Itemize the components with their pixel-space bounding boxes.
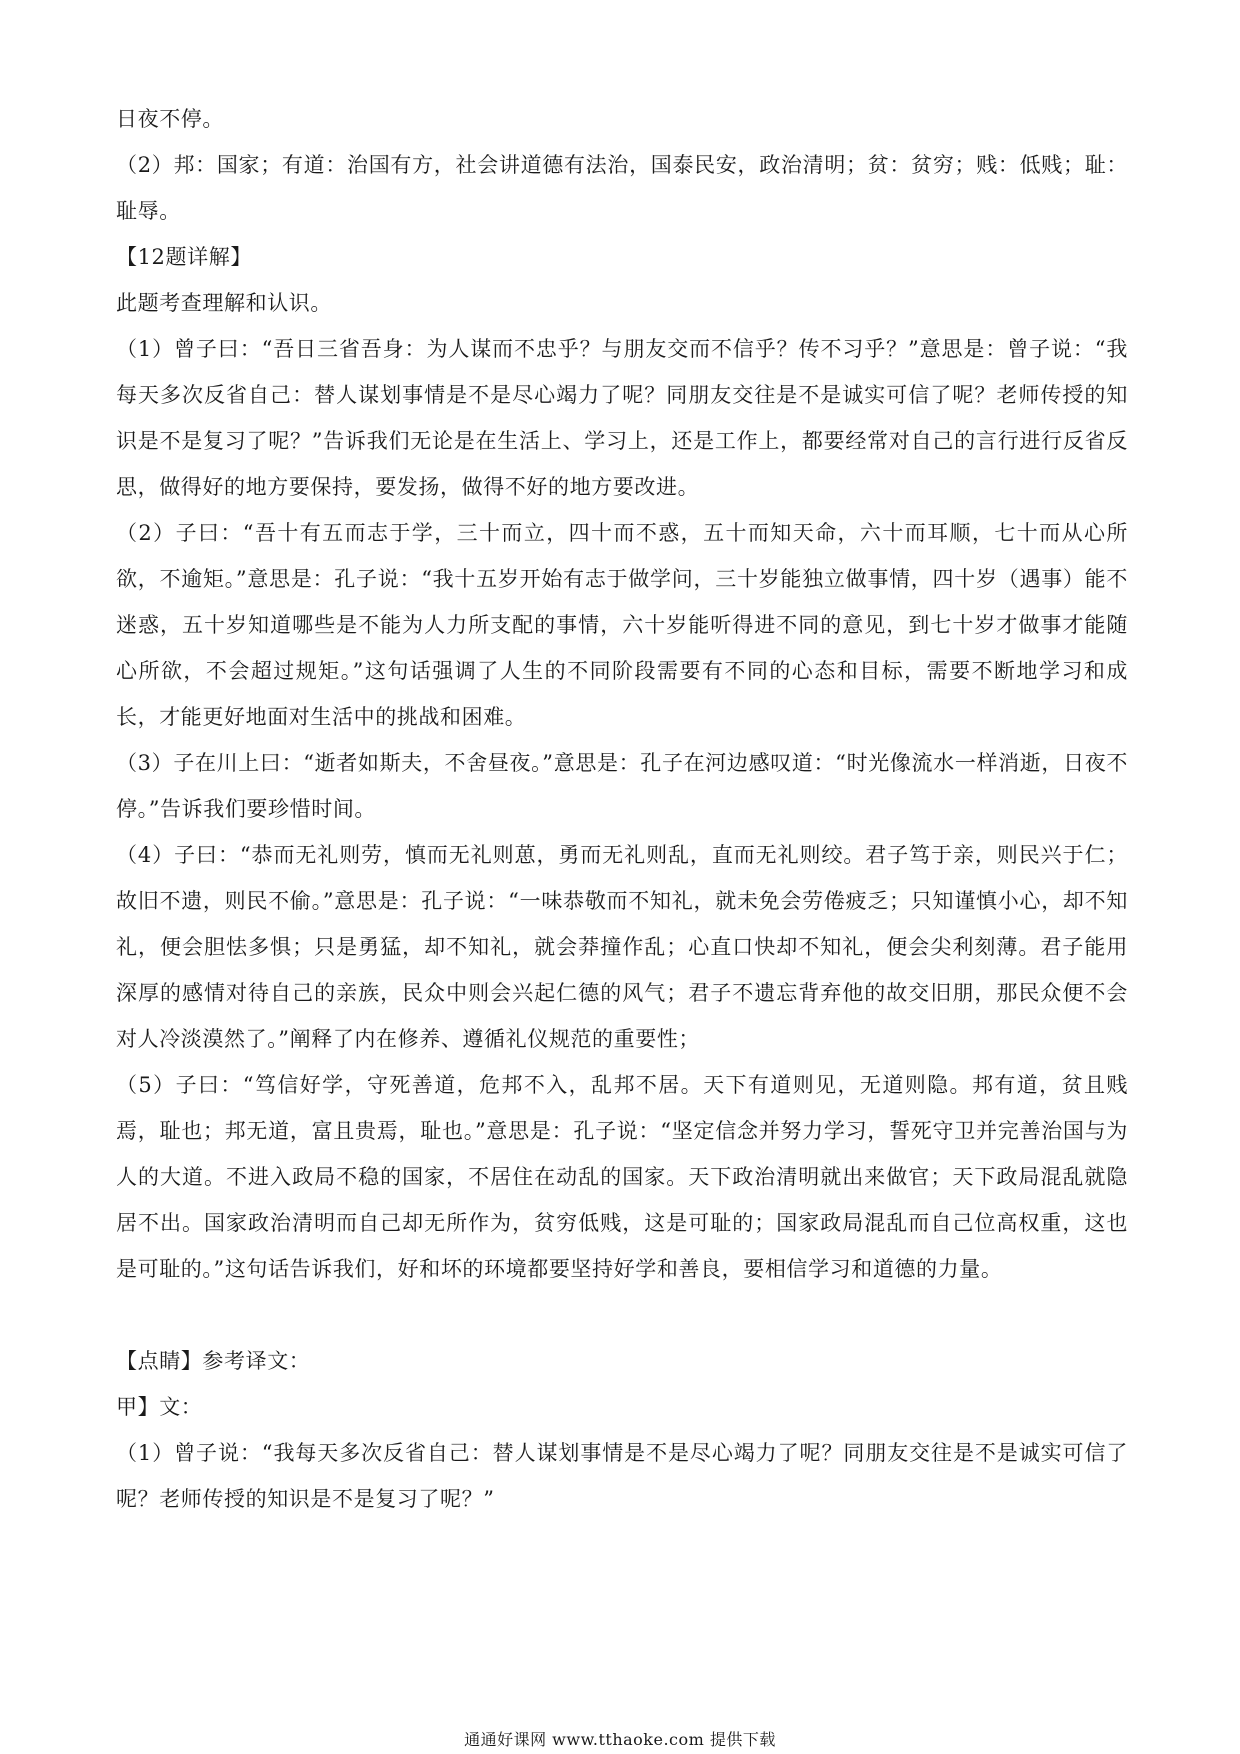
text-paragraph-item-2: （2）子曰：“吾十有五而志于学，三十而立，四十而不惑，五十而知天命，六十而耳顺，七十而从心所欲，不逾矩。”意思是：孔子说：“我十五岁开始有志于做学问，三十岁能独立做事情，四十岁（遇事）能不迷惑，五十岁知道哪些是不能为人力所支配的事情，六十岁能听得进不同的意见，到七十岁才做事才能随心所欲，不会超过规矩。”这句话强调了人生的不同阶段需要有不同的心态和目标，需要不断地学习和成长，才能更好地面对生活中的挑战和困难。 (116, 521, 1128, 729)
text-paragraph-item-1: （1）曾子曰：“吾日三省吾身：为人谋而不忠乎？与朋友交而不信乎？传不习乎？”意思是：曾子说：“我每天多次反省自己：替人谋划事情是不是尽心竭力了呢？同朋友交往是不是诚实可信了呢？老师传授的知识是不是复习了呢？”告诉我们无论是在生活上、学习上，还是工作上，都要经常对自己的言行进行反省反思，做得好的地方要保持，要发扬，做得不好的地方要改进。 (116, 337, 1128, 499)
blank-line (116, 1292, 1128, 1338)
section-heading-translation: 【点睛】参考译文： (116, 1349, 311, 1373)
section-heading-q12: 【12题详解】 (116, 245, 252, 269)
text-paragraph-item-4: （4）子曰：“恭而无礼则劳，慎而无礼则葸，勇而无礼则乱，直而无礼则绞。君子笃于亲，则民兴于仁；故旧不遗，则民不偷。”意思是：孔子说：“一味恭敬而不知礼，就未免会劳倦疲乏；只知谨慎小心，却不知礼，便会胆怯多惧；只是勇猛，却不知礼，就会莽撞作乱；心直口快却不知礼，便会尖利刻薄。君子能用深厚的感情对待自己的亲族，民众中则会兴起仁德的风气；君子不遗忘背弃他的故交旧朋，那民众便不会对人冷淡漠然了。”阐释了内在修养、遵循礼仪规范的重要性； (116, 843, 1128, 1051)
subsection-label-jia: 甲】文： (116, 1395, 203, 1419)
page-footer: 通通好课网 www.tthaoke.com 提供下载 (464, 1730, 776, 1749)
text-paragraph-item-5: （5）子曰：“笃信好学，守死善道，危邦不入，乱邦不居。天下有道则见，无道则隐。邦有道，贫且贱焉，耻也；邦无道，富且贵焉，耻也。”意思是：孔子说：“坚定信念并努力学习，誓死守卫并完善治国与为人的大道。不进入政局不稳的国家，不居住在动乱的国家。天下政治清明就出来做官；天下政局混乱就隐居不出。国家政治清明而自己却无所作为，贫穷低贱，这是可耻的；国家政局混乱而自己位高权重，这也是可耻的。”这句话告诉我们，好和坏的环境都要坚持好学和善良，要相信学习和道德的力量。 (116, 1073, 1128, 1281)
document-body (116, 96, 1128, 1522)
text-paragraph-item-3: （3）子在川上曰：“逝者如斯夫，不舍昼夜。”意思是：孔子在河边感叹道：“时光像流水一样消逝，日夜不停。”告诉我们要珍惜时间。 (116, 751, 1128, 821)
text-paragraph-intro: 此题考查理解和认识。 (116, 291, 332, 315)
text-paragraph-definitions: （2）邦：国家；有道：治国有方，社会讲道德有法治，国泰民安，政治清明；贫：贫穷；贱：低贱；耻：耻辱。 (116, 153, 1128, 223)
text-paragraph-translation-1: （1）曾子说：“我每天多次反省自己：替人谋划事情是不是尽心竭力了呢？同朋友交往是不是诚实可信了呢？老师传授的知识是不是复习了呢？” (116, 1441, 1128, 1511)
text-paragraph-continuation: 日夜不停。 (116, 107, 224, 131)
